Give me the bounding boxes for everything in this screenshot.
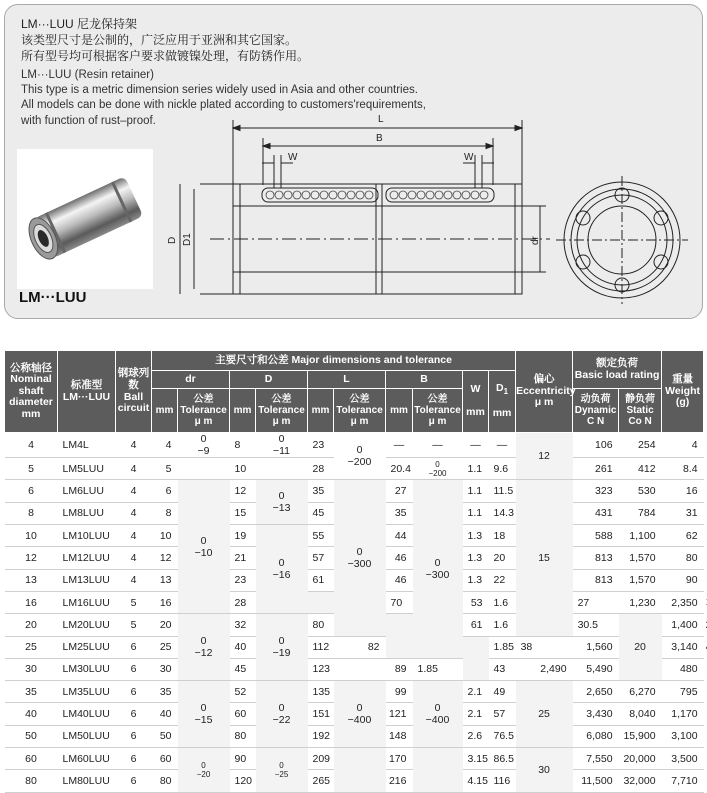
cell-shaft: 8 xyxy=(5,502,58,524)
cell-model: LM25LUU xyxy=(58,636,116,658)
cell-D-tol: 0 −25 xyxy=(256,747,308,792)
cell-shaft: 12 xyxy=(5,547,58,569)
cell-B: 20.4 xyxy=(386,458,413,480)
cell-L-tol: 0 −400 xyxy=(334,681,386,748)
col-header-tolerance: 公差 Tolerance μ m xyxy=(334,389,386,433)
cell-static: 6,270 xyxy=(619,681,662,703)
cell-shaft: 25 xyxy=(5,636,58,658)
cell-L: 123 xyxy=(308,658,334,680)
cell-model: LM60LUU xyxy=(58,747,116,769)
cell-dynamic: 2,490 xyxy=(516,658,573,680)
cell-D: 120 xyxy=(230,770,256,792)
cell-W: 1.1 xyxy=(463,458,489,480)
cell-shaft: 13 xyxy=(5,569,58,591)
col-header-D1: $D_1$ mm xyxy=(489,371,516,433)
cell-L-tol xyxy=(334,747,386,792)
cell-B-tol: 0 −200 xyxy=(413,458,463,480)
cell-D1: 30.5 xyxy=(573,614,619,636)
label-D: D xyxy=(167,236,178,244)
cn-description-line: 所有型号均可根据客户要求做镀镍处理，有防锈作用。 xyxy=(21,49,310,63)
cell-L: 112 xyxy=(308,636,334,658)
table-row xyxy=(5,681,704,703)
cell-L: 35 xyxy=(308,480,334,502)
cell-L: 57 xyxy=(308,547,334,569)
table-row xyxy=(5,433,704,458)
cell-D: 23 xyxy=(230,569,256,591)
col-header-ball: 钢球列数 Ball circuit xyxy=(116,351,152,433)
cell-W: 4.15 xyxy=(463,770,489,792)
cell-dynamic: 261 xyxy=(573,458,619,480)
cell-B: 99 xyxy=(386,681,413,703)
cell-D1: 27 xyxy=(573,591,619,613)
cell-weight: 4 xyxy=(662,433,704,458)
cell-ball: 6 xyxy=(116,703,152,725)
cell-dr: 6 xyxy=(152,480,178,502)
cell-W: 1.85 xyxy=(413,658,463,680)
cell-shaft: 16 xyxy=(5,591,58,613)
cell-shaft: 35 xyxy=(5,681,58,703)
table-row xyxy=(5,658,704,680)
cell-weight: 8.4 xyxy=(662,458,704,480)
cell-L: 23 xyxy=(308,433,334,458)
col-header-B: B xyxy=(386,371,463,389)
cell-shaft: 80 xyxy=(5,770,58,792)
cell-W: — xyxy=(463,433,489,458)
cell-B: 46 xyxy=(386,547,413,569)
cell-ball: 6 xyxy=(116,747,152,769)
cell-ball: 6 xyxy=(116,658,152,680)
cell-L: 55 xyxy=(308,525,334,547)
cell-L: 151 xyxy=(308,703,334,725)
cell-dynamic: 1,400 xyxy=(662,614,704,636)
cell-dynamic: 1,230 xyxy=(619,591,662,613)
cell-dr-tol: 0 −15 xyxy=(178,681,230,748)
cell-dynamic: 3,430 xyxy=(573,703,619,725)
cell-B: 46 xyxy=(386,569,413,591)
cell-D: 10 xyxy=(230,458,256,480)
cell-D-tol: 0 −13 xyxy=(256,480,308,525)
cell-B: 170 xyxy=(386,747,413,769)
cell-D: 21 xyxy=(230,547,256,569)
cn-description-line: 该类型尺寸是公制的，广泛应用于亚洲和其它国家。 xyxy=(21,33,298,47)
cell-D1: 49 xyxy=(489,681,516,703)
label-B: B xyxy=(376,133,383,144)
cell-ball: 4 xyxy=(116,547,152,569)
col-header-model: 标准型 LM···LUU xyxy=(58,351,116,433)
cell-dynamic: 11,500 xyxy=(573,770,619,792)
cell-shaft: 6 xyxy=(5,480,58,502)
cell-ball: 4 xyxy=(116,569,152,591)
cell-D1: 57 xyxy=(489,703,516,725)
cell-L: 70 xyxy=(386,591,413,613)
cell-D-tol: 0 −11 xyxy=(256,433,308,458)
cell-model: LM20LUU xyxy=(58,614,116,636)
cell-dr: 10 xyxy=(152,525,178,547)
cell-D1: 116 xyxy=(489,770,516,792)
cell-dr: 20 xyxy=(152,614,178,636)
col-header-L: L xyxy=(308,371,386,389)
cell-dr: 35 xyxy=(152,681,178,703)
cell-model: LM13LUU xyxy=(58,569,116,591)
cell-B-tol xyxy=(463,636,489,681)
cell-dynamic: 6,080 xyxy=(573,725,619,747)
cell-D1: 11.5 xyxy=(489,480,516,502)
cell-ball: 5 xyxy=(116,614,152,636)
cell-dynamic: 431 xyxy=(573,502,619,524)
cell-L: 61 xyxy=(308,569,334,591)
cell-weight: 3,500 xyxy=(662,747,704,769)
cell-model: LM10LUU xyxy=(58,525,116,547)
cell-D1: 76.5 xyxy=(489,725,516,747)
cell-model: LM4L xyxy=(58,433,116,458)
cell-dr: 12 xyxy=(152,547,178,569)
cell-ball: 6 xyxy=(116,681,152,703)
cell-W: 2.1 xyxy=(463,681,489,703)
cell-dr: 8 xyxy=(152,502,178,524)
col-header-dynamic: 动负荷 Dynamic C N xyxy=(573,389,619,433)
cell-eccentricity: 15 xyxy=(516,480,573,636)
cell-ball: 4 xyxy=(116,525,152,547)
cell-D: 80 xyxy=(230,725,256,747)
cell-weight: 7,710 xyxy=(662,770,704,792)
cell-D1: 22 xyxy=(489,569,516,591)
cell-dr: 30 xyxy=(152,658,178,680)
cell-D1: 86.5 xyxy=(489,747,516,769)
cell-D: 15 xyxy=(230,502,256,524)
cell-dr-tol: 0 −12 xyxy=(178,614,230,681)
cell-dynamic: 813 xyxy=(573,547,619,569)
cell-static: 15,900 xyxy=(619,725,662,747)
label-L: L xyxy=(378,114,384,125)
cell-L: 135 xyxy=(308,681,334,703)
cell-eccentricity: 12 xyxy=(516,433,573,480)
col-header-D: D xyxy=(230,371,308,389)
col-header-dr: dr xyxy=(152,371,230,389)
cell-B: 121 xyxy=(386,703,413,725)
cell-dynamic: 106 xyxy=(573,433,619,458)
cell-D: 90 xyxy=(230,747,256,769)
cell-W: 3.15 xyxy=(463,747,489,769)
cell-L: 192 xyxy=(308,725,334,747)
cell-model: LM12LUU xyxy=(58,547,116,569)
en-description-line: All models can be done with nickle plated according to customers'requirements, xyxy=(21,99,426,111)
cell-shaft: 50 xyxy=(5,725,58,747)
en-title: LM···LUU (Resin retainer) xyxy=(21,69,154,81)
cell-B: 35 xyxy=(386,502,413,524)
cell-dr: 13 xyxy=(152,569,178,591)
cell-ball: 4 xyxy=(116,433,152,458)
cell-weight: 90 xyxy=(662,569,704,591)
cell-dr: 4 xyxy=(152,433,178,458)
cell-L-tol xyxy=(386,614,413,659)
cell-W: 1.1 xyxy=(463,480,489,502)
cell-dr-tol: 0 −10 xyxy=(178,480,230,614)
cell-L: 209 xyxy=(308,747,334,769)
cell-shaft: 5 xyxy=(5,458,58,480)
cell-model: LM35LUU xyxy=(58,681,116,703)
cell-shaft: 30 xyxy=(5,658,58,680)
cell-D: 40 xyxy=(230,636,256,658)
cell-W: 1.3 xyxy=(463,547,489,569)
cell-D1: 18 xyxy=(489,525,516,547)
col-header-shaft: 公称轴径 Nominal shaft diameter mm xyxy=(5,351,58,433)
cell-model: LM6LUU xyxy=(58,480,116,502)
cell-D: 12 xyxy=(230,480,256,502)
cell-eccentricity: 20 xyxy=(619,614,662,681)
en-description-line: with function of rust–proof. xyxy=(21,115,156,127)
label-W: W xyxy=(464,152,474,163)
table-row xyxy=(5,480,704,502)
cell-ball: 4 xyxy=(116,458,152,480)
cell-weight: 62 xyxy=(662,525,704,547)
cell-dr-tol xyxy=(178,458,230,480)
cell-L: 265 xyxy=(308,770,334,792)
cell-static: 8,040 xyxy=(619,703,662,725)
cell-static: 412 xyxy=(619,458,662,480)
cell-ball: 5 xyxy=(116,591,152,613)
cell-static: 1,100 xyxy=(619,525,662,547)
cell-D1: 38 xyxy=(516,636,573,658)
cell-shaft: 20 xyxy=(5,614,58,636)
col-header-load: 额定负荷 Basic load rating xyxy=(573,351,662,389)
col-header-tolerance: 公差 Tolerance μ m xyxy=(256,389,308,433)
cell-model: LM8LUU xyxy=(58,502,116,524)
cell-D: 45 xyxy=(230,658,256,680)
col-header-tolerance: 公差 Tolerance μ m xyxy=(178,389,230,433)
cell-W: 2.6 xyxy=(463,725,489,747)
label-dr: dr xyxy=(530,236,541,245)
cell-shaft: 10 xyxy=(5,525,58,547)
col-header-weight: 重量 Weight (g) xyxy=(662,351,704,433)
cell-B: 148 xyxy=(386,725,413,747)
cell-static: 5,490 xyxy=(573,658,619,680)
cell-W: 1.3 xyxy=(463,569,489,591)
cell-shaft: 40 xyxy=(5,703,58,725)
col-header-tolerance: 公差 Tolerance μ m xyxy=(413,389,463,433)
cell-L: 80 xyxy=(308,614,334,636)
cell-static: 1,570 xyxy=(619,547,662,569)
cell-dr: 5 xyxy=(152,458,178,480)
cell-D1: 9.6 xyxy=(489,458,516,480)
cell-dr-tol: 0 −20 xyxy=(178,747,230,792)
cell-model: LM80LUU xyxy=(58,770,116,792)
cell-W: 1.1 xyxy=(463,502,489,524)
cell-D1: 14.3 xyxy=(489,502,516,524)
cell-D: 8 xyxy=(230,433,256,458)
cell-W: 1.6 xyxy=(489,591,516,613)
cell-dr: 25 xyxy=(152,636,178,658)
cell-weight: 1,170 xyxy=(662,703,704,725)
cell-ball: 4 xyxy=(116,502,152,524)
technical-drawing xyxy=(0,0,707,320)
cell-D: 32 xyxy=(230,614,256,636)
table-row xyxy=(5,636,704,658)
cell-eccentricity: 25 xyxy=(516,681,573,748)
cell-static: 530 xyxy=(619,480,662,502)
cell-eccentricity: 30 xyxy=(516,747,573,792)
cell-static: 20,000 xyxy=(619,747,662,769)
cell-B: 44 xyxy=(386,525,413,547)
col-header-mm: mm xyxy=(308,389,334,433)
cell-B: 216 xyxy=(386,770,413,792)
cell-static: 1,570 xyxy=(619,569,662,591)
cell-dynamic: 2,650 xyxy=(573,681,619,703)
cell-W: 1.6 xyxy=(489,614,516,636)
cell-B: 89 xyxy=(386,658,413,680)
cell-model: LM50LUU xyxy=(58,725,116,747)
cell-D: 19 xyxy=(230,525,256,547)
cell-D1: — xyxy=(489,433,516,458)
cell-D1: 43 xyxy=(489,658,516,680)
cell-B: 61 xyxy=(463,614,489,636)
cell-B: 53 xyxy=(463,591,489,613)
table-row xyxy=(5,747,704,769)
cell-L-tol xyxy=(334,658,386,680)
cell-weight: 31 xyxy=(662,502,704,524)
cell-L: 45 xyxy=(308,502,334,524)
label-D1: D1 xyxy=(182,233,193,246)
cell-B-tol: — xyxy=(413,433,463,458)
cell-W: 1.85 xyxy=(489,636,516,658)
cell-dr: 40 xyxy=(152,703,178,725)
col-header-static: 静负荷 Static Co N xyxy=(619,389,662,433)
cell-ball: 4 xyxy=(116,480,152,502)
cell-dr-tol: 0 −9 xyxy=(178,433,230,458)
cell-weight: 3,100 xyxy=(662,725,704,747)
col-header-mm: mm xyxy=(386,389,413,433)
cell-D-tol: 0 −16 xyxy=(256,525,308,614)
cell-W: 1.3 xyxy=(463,525,489,547)
cell-D-tol xyxy=(256,458,308,480)
cell-L-tol: 0 −200 xyxy=(334,433,386,480)
cell-B-tol: 0 −300 xyxy=(413,480,463,658)
cell-D: 52 xyxy=(230,681,256,703)
cell-weight: 16 xyxy=(662,480,704,502)
cell-B: 82 xyxy=(334,636,386,658)
cell-W: 2.1 xyxy=(463,703,489,725)
cn-title: LM···LUU 尼龙保持架 xyxy=(21,17,137,31)
cell-static: 3,140 xyxy=(662,636,704,658)
col-header-eccentricity: 偏心 Eccentricity μ m xyxy=(516,351,573,433)
dimension-table xyxy=(4,350,704,793)
cell-B-tol: 0 −400 xyxy=(413,681,463,748)
cell-D: 60 xyxy=(230,703,256,725)
cell-static: 784 xyxy=(619,502,662,524)
cell-dynamic: 7,550 xyxy=(573,747,619,769)
col-header-W: W mm xyxy=(463,371,489,433)
cell-static: 32,000 xyxy=(619,770,662,792)
cell-dr: 50 xyxy=(152,725,178,747)
cell-model: LM16LUU xyxy=(58,591,116,613)
cell-model: LM30LUU xyxy=(58,658,116,680)
cell-weight: 80 xyxy=(662,547,704,569)
cell-B: — xyxy=(386,433,413,458)
cell-ball: 6 xyxy=(116,636,152,658)
cell-ball: 6 xyxy=(116,770,152,792)
cell-D: 28 xyxy=(230,591,256,613)
cell-dr: 60 xyxy=(152,747,178,769)
cell-dynamic: 1,560 xyxy=(573,636,619,658)
cell-D1: 20 xyxy=(489,547,516,569)
col-header-major: 主要尺寸和公差 Major dimensions and tolerance xyxy=(152,351,516,371)
cell-D-tol: 0 −22 xyxy=(256,681,308,748)
col-header-mm: mm xyxy=(230,389,256,433)
en-description-line: This type is a metric dimension series widely used in Asia and other countries. xyxy=(21,84,418,96)
cell-D-tol xyxy=(308,591,334,613)
cell-model: LM40LUU xyxy=(58,703,116,725)
cell-shaft: 60 xyxy=(5,747,58,769)
cell-L: 28 xyxy=(308,458,334,480)
cell-dynamic: 813 xyxy=(573,569,619,591)
cell-dynamic: 588 xyxy=(573,525,619,547)
cell-B: 27 xyxy=(386,480,413,502)
cell-static: 254 xyxy=(619,433,662,458)
product-label: LM···LUU xyxy=(19,289,87,306)
cell-dynamic: 323 xyxy=(573,480,619,502)
cell-static: 2,350 xyxy=(662,591,704,613)
cell-model: LM5LUU xyxy=(58,458,116,480)
cell-D-tol: 0 −19 xyxy=(256,614,308,681)
cell-dr: 16 xyxy=(152,591,178,613)
cell-ball: 6 xyxy=(116,725,152,747)
col-header-mm: mm xyxy=(152,389,178,433)
cell-L-tol: 0 −300 xyxy=(334,480,386,636)
cell-weight: 795 xyxy=(662,681,704,703)
cell-B-tol xyxy=(413,747,463,792)
cell-dr: 80 xyxy=(152,770,178,792)
cell-weight: 480 xyxy=(662,658,704,680)
cell-shaft: 4 xyxy=(5,433,58,458)
label-W: W xyxy=(288,152,298,163)
